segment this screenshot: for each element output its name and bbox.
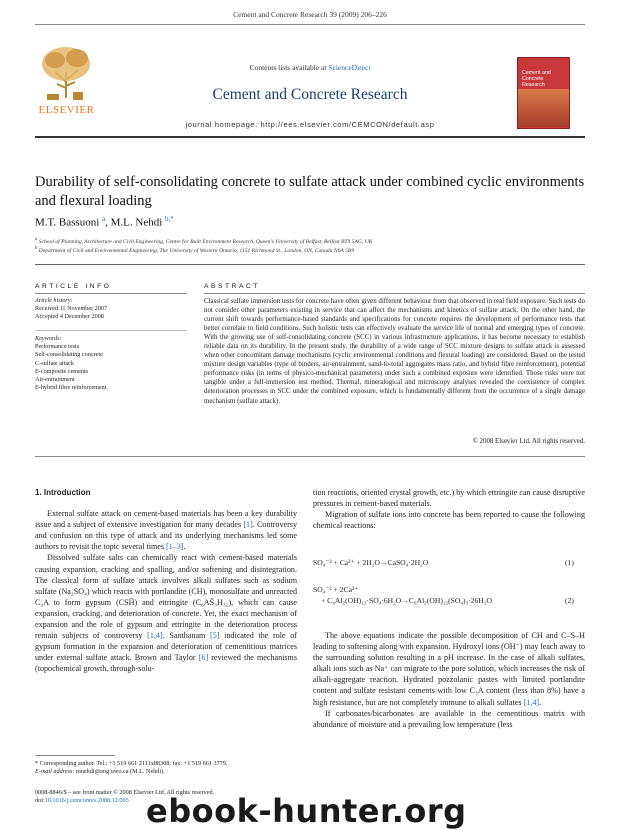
citation-link[interactable]: [1,4] (523, 697, 540, 707)
affiliation-a (35, 237, 373, 245)
journal-homepage[interactable]: journal homepage: http://ees.elsevier.com/CEMCON/default.asp (185, 120, 435, 129)
equation-2-number: (2) (565, 596, 574, 605)
abstract-text: Classical sulfate immersion tests for concrete have often given different behaviour from that observed in real field exposure. Such tests do not consider other parameters existing in service that can affect the mechanisms and kinetics of sulfate attack. On the other hand, the current shift towards performance-based standards and specifications for concrete requires the development of performance tests that better correlate to field conditions. Such holistic tests can effectively evaluate the service life of normal and emerging types of concrete. With the growing use of self-consolidating concrete (SCC) in various infrastructure applications, it has become necessary to establish reliable data on its durability. In the present study, the durability of a wide range of SCC mixture designs to sulfate attack is assessed when other concomitant damage mechanisms (cyclic environmental conditions and flexural loading) are considered. Based on the tested mixture design variables (type of binders, air-entrainment, sand-to-total aggregates mass ratio, and hybrid fibre reinforcement), potential performance risks (in terms of physico-mechanical parameters) under such a combined exposure were identified. Those risks were not tangible under a full-immersion test method. Thermal, mineralogical and microscopy analyses revealed the coexistence of complex deterioration processes in SCC under the combined exposure, which is fundamentally different from the occurrence of a single damage mechanism (sulfate attack). (204, 298, 585, 405)
paragraph (35, 552, 297, 674)
text-run: . (183, 542, 186, 552)
section-heading: 1. Introduction (35, 488, 91, 497)
cover-image (518, 89, 569, 127)
citation-link[interactable]: [1] (243, 520, 253, 530)
equation-1-number: (1) (565, 558, 574, 567)
contents-prefix: Contents lists available at (249, 63, 329, 72)
affiliation-a-text: School of Planning, Architecture and Civil Engineering, Centre for Built Environment Research, Queen's University of Belfast, Belfast BT9 5AG, UK (38, 238, 373, 245)
author-separator: , (105, 216, 111, 229)
received-date: Received 11 November 2007 (35, 305, 108, 313)
paragraph: Migration of sulfate ions into concrete has been reported to cause the following chemical reactions: (313, 510, 585, 531)
text-run: The above equations indicate the possible decomposition of CH and C–S–H leading to softening along with expansion. Hydroxyl ions (OH⁻) may leach away to the surrounding solution resulting in a pH increase. In the case of alkali sulfates, alkali ions such as Na⁺ can migrate to the pore solution, which increases the risk of alkali-aggregate reaction. Hydrated pozzolanic pastes with limited portlandite content and sulfate resistant cements with low C₃A content (less than 8%) have a high resistance, but are not completely immune to alkali sulfates (313, 631, 585, 707)
corresponding-author-footnote (35, 760, 297, 776)
affiliation-b (35, 246, 354, 254)
affiliation-b-marker: b (35, 246, 38, 251)
abstract-heading: ABSTRACT (204, 283, 260, 290)
citation-link[interactable]: [5] (210, 631, 220, 641)
article-history (35, 297, 187, 322)
keyword: Performance tests (35, 343, 80, 351)
text-run: indicated the role of gypsum formation in the expansion and deterioration of cementitious matrices under external sulfate attack. Brown and Taylor (35, 631, 297, 663)
keywords-label: Keywords: (35, 335, 62, 342)
article-info-divider (35, 293, 187, 294)
keyword: Air-entrainment (35, 376, 75, 384)
body-right-column (313, 487, 585, 531)
watermark: ebook-hunter.org (146, 792, 467, 830)
article-title: Durability of self-consolidating concrete to sulfate attack under combined cyclic environments and flexural loading (35, 174, 585, 209)
text-run: reviewed the mechanisms (topochemical growth, through-solu- (35, 653, 297, 674)
abstract-bottom-divider (35, 456, 585, 457)
history-label: Article history: (35, 297, 73, 304)
doi-prefix: doi: (35, 797, 45, 804)
cover-title: Cement and Concrete Research (522, 70, 551, 88)
author-1: M.T. Bassuoni (35, 216, 100, 229)
affiliation-b-text: Department of Civil and Environmental Engineering, The University of Western Ontario, 1151 Richmond St., London, ON, Canada N6A 5B9 (38, 247, 355, 254)
email-label: E-mail address: (35, 768, 75, 775)
doi-link[interactable]: 10.1016/j.cemconres.2008.12.003 (44, 797, 129, 804)
affiliation-divider (35, 264, 585, 265)
elsevier-logo (35, 42, 98, 117)
body-left-column (35, 487, 297, 675)
journal-title: Cement and Concrete Research (212, 86, 408, 103)
body-right-column-continued (313, 630, 585, 730)
equation-2-line-2: + C₄Al₂(OH)₁₂·SO₄·6H₂O→C₆Al₂(OH)₁₂(SO₄)₃·26H₂O (321, 596, 492, 605)
keywords (35, 335, 187, 392)
paragraph: If carbonates/bicarbonates are available in the cementitious matrix with abundance of moisture and a prevailing low temperature (less (313, 708, 585, 729)
citation-link[interactable]: [1,4] (147, 631, 163, 641)
text-run: . Controversy and confusion on this type of attack and its underlying mechanisms led some authors to revisit the topic several times (35, 520, 297, 552)
header-divider (35, 24, 585, 25)
corresponding-author: * Corresponding author. Tel.: +1 519 661 2111x88308; fax: +1 519 661 3779. (35, 760, 228, 767)
text-run: External sulfate attack on cement-based materials has been a key durability issue and a subject of extensive investigation for many decades (35, 509, 297, 530)
paragraph: tion reactions, oriented crystal growth, etc.) by which ettringite can cause disruptive pressures in cement-based materials. (313, 488, 585, 509)
authors (35, 215, 174, 229)
text-run: . Santhanam (162, 631, 211, 641)
author-1-affiliation[interactable]: a (102, 215, 106, 223)
abstract-divider (204, 293, 585, 294)
header-bottom-divider (35, 136, 585, 138)
journal-citation: Cement and Concrete Research 39 (2009) 206–226 (233, 10, 387, 19)
keyword: E-composite cements (35, 367, 89, 375)
keyword: C-sulfate attack (35, 359, 74, 367)
email-line (35, 768, 297, 776)
author-2-affiliation[interactable]: b,* (165, 215, 174, 223)
equation-2-line-1: SO₄⁻² + 2Ca²⁺ (313, 585, 359, 594)
issn-line: 0008-8846/$ – see front matter © 2008 Elsevier Ltd. All rights reserved. (35, 789, 215, 796)
text-run: Dissolved sulfate salts can chemically react with cement-based materials causing expansion, cracking and spalling, and/or softening and disintegration. The classical form of sulfate attack involves alkali sulfates such as sodium sulfate (Na₂SO₄) which reacts with portlandite (CH), monosulfate and unreacted C₃A to form gypsum (CSH̄) and ettringite (C₆AS̄₃H₃₂), which can cause expansion, cracking, and deterioration of concrete. Yet, the exact mechanism of expansion and the role of gypsum and ettringite in the deterioration process remain subjects of controversy (35, 553, 297, 641)
footnote-divider (35, 755, 115, 756)
equation-1: SO₄⁻² + Ca²⁺ + 2H₂O→CaSO₄·2H₂O (313, 558, 429, 567)
sciencedirect-link[interactable]: ScienceDirect (328, 63, 371, 72)
elsevier-wordmark: ELSEVIER (38, 104, 95, 116)
keyword: E-hybrid fibre reinforcement (35, 384, 107, 392)
affiliation-a-marker: a (35, 237, 38, 242)
keyword: Self-consolidating concrete (35, 351, 103, 359)
history-divider (35, 330, 187, 331)
paragraph (35, 508, 297, 552)
abstract-copyright: © 2008 Elsevier Ltd. All rights reserved. (472, 438, 585, 445)
paragraph (313, 630, 585, 708)
citation-link[interactable]: [6] (198, 653, 209, 663)
email-address[interactable]: mnehdi@eng.uwo.ca (M.L. Nehdi). (74, 768, 165, 775)
accepted-date: Accepted 4 December 2008 (35, 313, 104, 321)
article-info-heading: ARTICLE INFO (35, 283, 112, 290)
journal-cover (517, 57, 570, 129)
author-2: M.L. Nehdi (110, 216, 163, 229)
text-run: . (539, 697, 542, 707)
citation-link[interactable]: [1–3] (166, 542, 184, 552)
